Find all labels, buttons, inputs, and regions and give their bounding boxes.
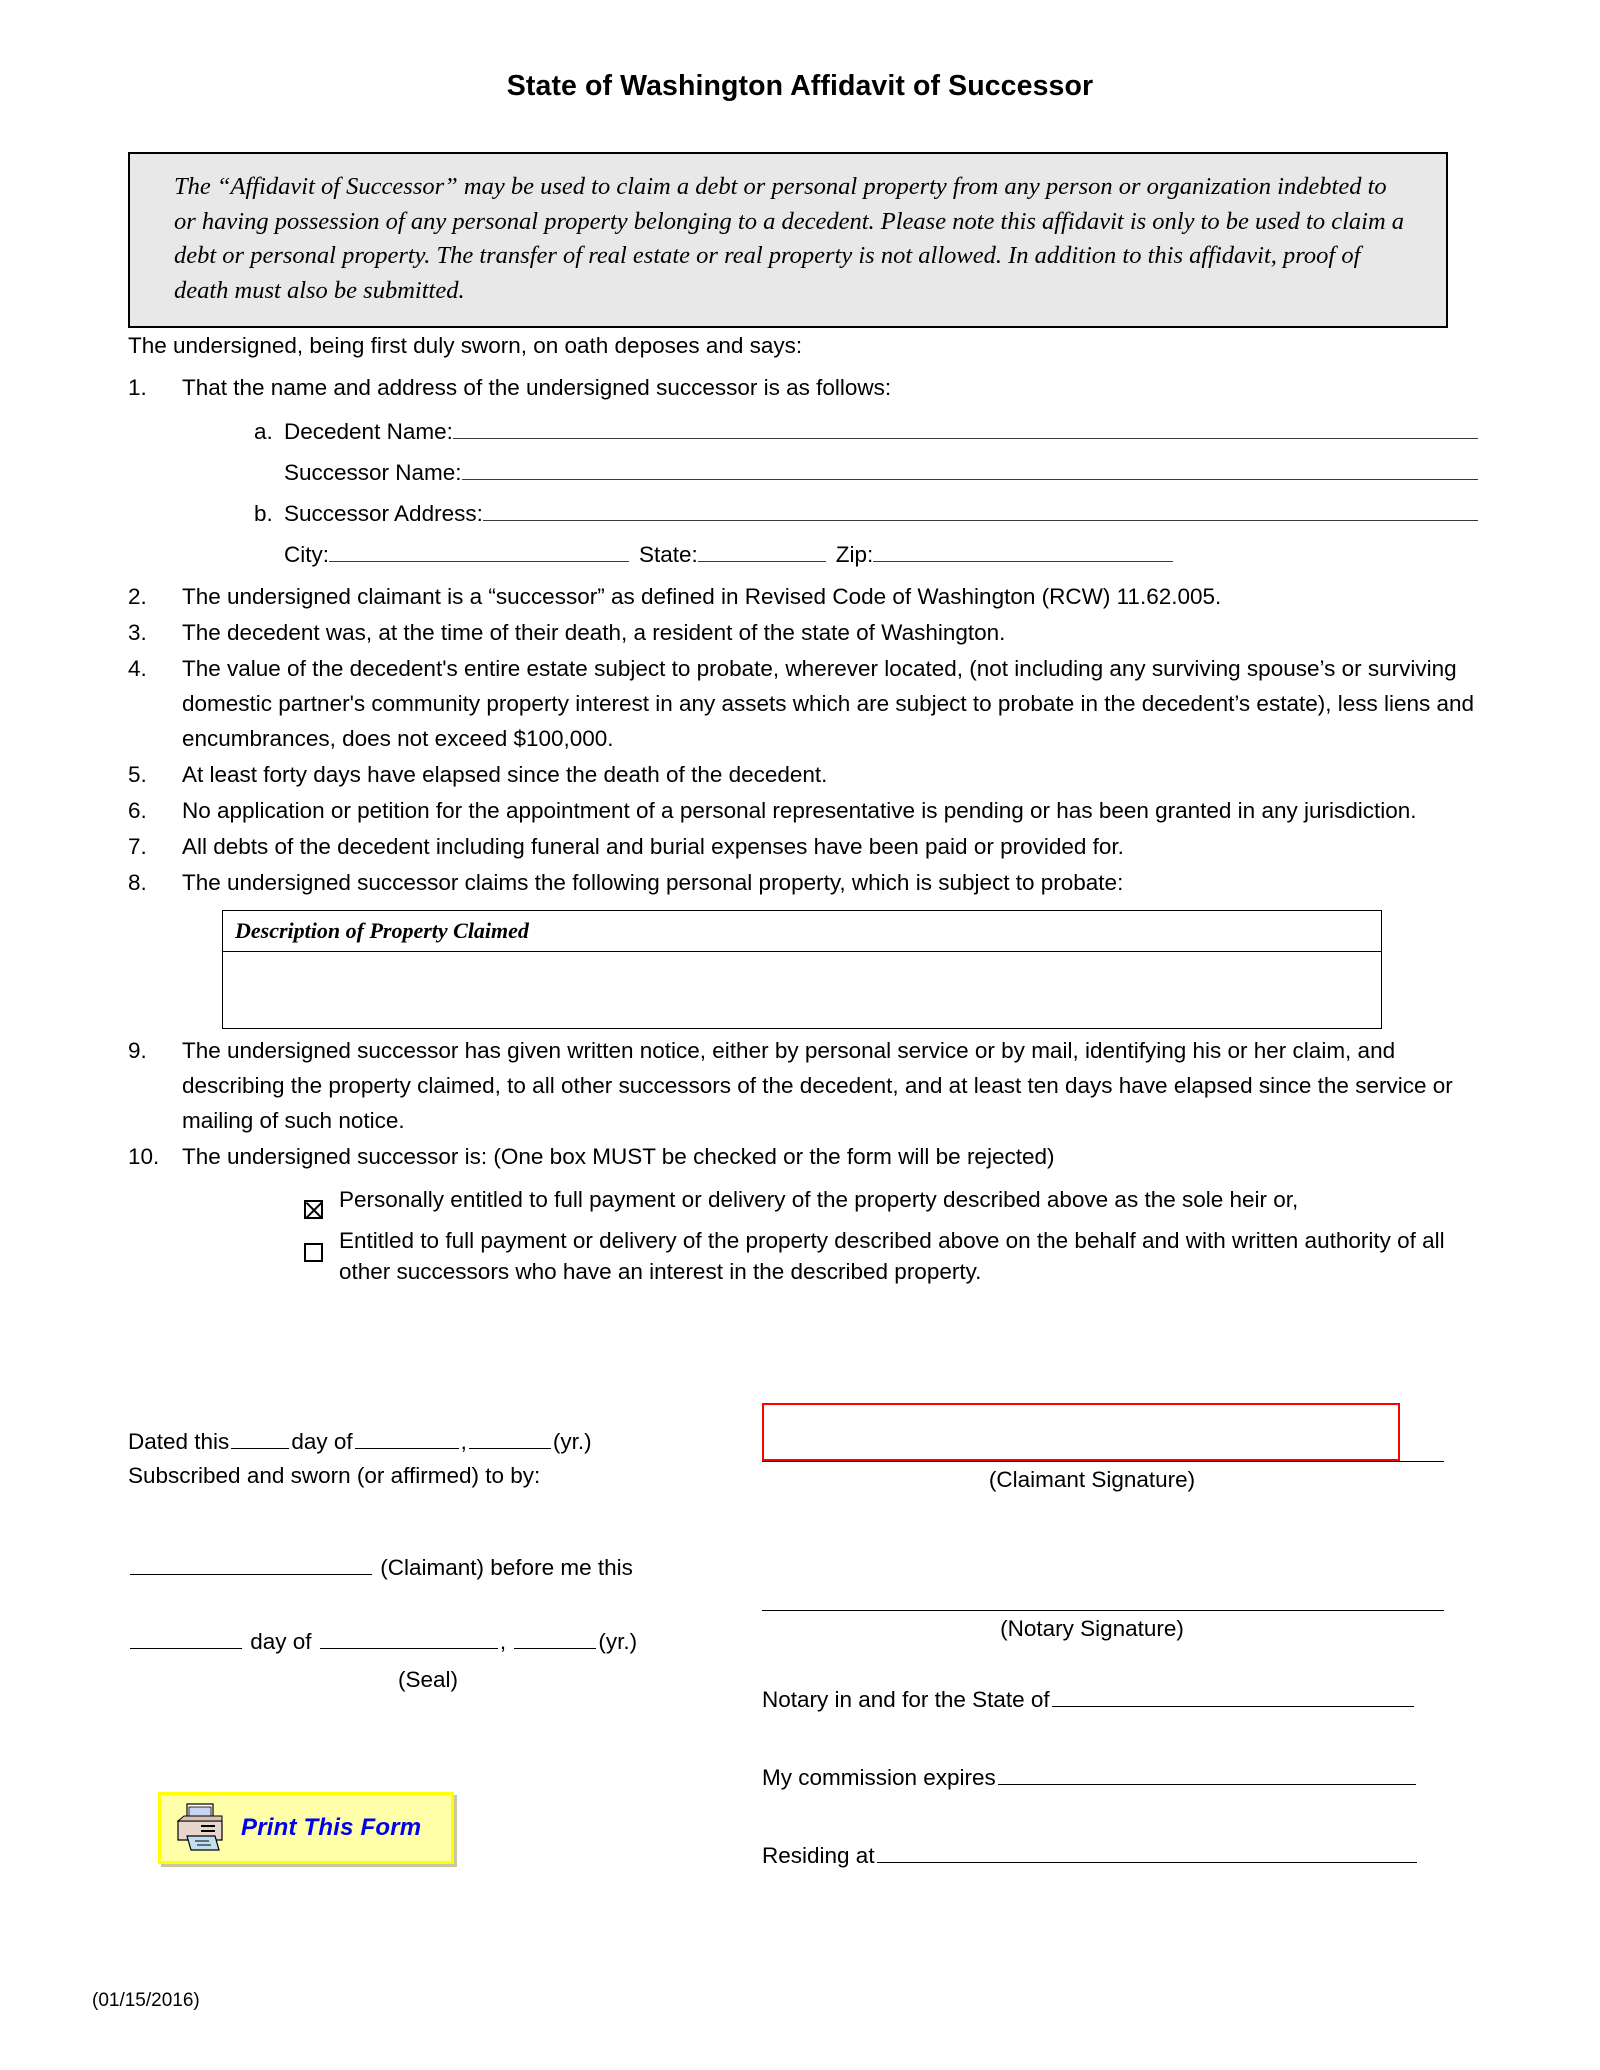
sub-letter-b: b. [254, 501, 273, 526]
notary-dayof-label: day of [250, 1629, 312, 1654]
residing-at-line [762, 1843, 1419, 1869]
property-description-input[interactable] [223, 952, 1382, 1029]
successor-name-input[interactable] [462, 458, 1478, 480]
notary-state-line [762, 1687, 1416, 1713]
checkbox-authorized[interactable] [304, 1243, 323, 1262]
notary-state-label: Notary in and for the State of [762, 1687, 1050, 1712]
notary-signature-caption: (Notary Signature) [1000, 1616, 1184, 1641]
page-title: State of Washington Affidavit of Successor [506, 70, 1094, 102]
decedent-name-input[interactable] [453, 417, 1478, 439]
list-item-7 [128, 829, 1478, 864]
notary-day-input[interactable] [130, 1633, 242, 1649]
notary-month-input[interactable] [320, 1633, 498, 1649]
city-label: City: [284, 542, 329, 567]
item-text: The decedent was, at the time of their death, a resident of the state of Washington. [182, 620, 1006, 645]
notary-yr-label: (yr.) [598, 1629, 638, 1654]
claimant-signature-rule [762, 1461, 1444, 1462]
state-input[interactable] [698, 540, 826, 562]
successor-name-label: Successor Name: [284, 460, 462, 485]
successor-address-label: Successor Address: [284, 501, 483, 526]
dated-dayof-label: day of [291, 1429, 353, 1454]
signature-left-column [128, 1425, 728, 1697]
successor-address-row [254, 493, 1478, 534]
commission-expires-line [762, 1765, 1418, 1791]
dated-year-input[interactable] [469, 1433, 551, 1449]
numbered-list [128, 370, 1478, 1287]
city-state-zip-row [254, 534, 1478, 575]
list-item-2 [128, 579, 1478, 614]
item-text: The undersigned claimant is a “successor” as defined in Revised Code of Washington (RCW) 11.62.005. [182, 584, 1222, 609]
list-item-5 [128, 757, 1478, 792]
print-button-label: Print This Form [241, 1814, 422, 1841]
successor-fields [128, 411, 1478, 575]
zip-input[interactable] [873, 540, 1173, 562]
successor-address-input[interactable] [483, 499, 1478, 521]
list-item-1 [128, 370, 1478, 405]
dated-yr-label: (yr.) [552, 1429, 592, 1454]
table-header-row [223, 911, 1382, 952]
property-table-header: Description of Property Claimed [223, 911, 1382, 952]
option-row-sole-heir[interactable] [304, 1184, 1478, 1219]
claimant-name-input[interactable] [130, 1559, 372, 1575]
claimant-signature-caption: (Claimant Signature) [988, 1467, 1196, 1492]
list-item-8 [128, 865, 1478, 900]
notary-comma: , [499, 1629, 507, 1654]
item-number: 3. [128, 620, 147, 645]
item-number: 8. [128, 870, 147, 895]
claimant-signature-field[interactable] [762, 1403, 1400, 1461]
item-text: The undersigned successor is: (One box MUST be checked or the form will be rejected) [182, 1144, 1055, 1169]
option-label-authorized: Entitled to full payment or delivery of the property described above on the behalf and with written authority of all other successors who have an interest in the described property. [339, 1228, 1445, 1284]
item-number: 10. [128, 1144, 160, 1169]
dated-prefix-label: Dated this [128, 1429, 230, 1454]
signature-section [0, 1425, 1600, 1985]
successor-name-row [254, 452, 1478, 493]
checkbox-sole-heir[interactable] [304, 1200, 323, 1219]
state-label: State: [639, 542, 698, 567]
item-number: 6. [128, 798, 147, 823]
list-item-9 [128, 1033, 1478, 1138]
residing-label: Residing at [762, 1843, 875, 1868]
notary-signature-rule[interactable] [762, 1610, 1444, 1611]
item-text: At least forty days have elapsed since the death of the decedent. [182, 762, 828, 787]
claimant-before-me-line [128, 1551, 728, 1585]
list-item-10 [128, 1139, 1478, 1174]
seal-label: (Seal) [398, 1667, 459, 1692]
item-number: 5. [128, 762, 147, 787]
sub-letter-a: a. [254, 419, 273, 444]
item-text: The undersigned successor claims the following personal property, which is subject to probate: [182, 870, 1124, 895]
footer-revision-date: (01/15/2016) [92, 1990, 200, 2011]
notary-year-input[interactable] [514, 1633, 596, 1649]
decedent-name-label: Decedent Name: [284, 419, 453, 444]
lead-text: The undersigned, being first duly sworn, on oath deposes and says: [128, 333, 803, 358]
item-number: 1. [128, 375, 147, 400]
item-number: 9. [128, 1038, 147, 1063]
notary-state-input[interactable] [1052, 1691, 1414, 1707]
item-text: All debts of the decedent including funeral and burial expenses have been paid or provided for. [182, 834, 1124, 859]
notice-box [128, 152, 1448, 328]
residing-input[interactable] [877, 1847, 1417, 1863]
property-table [222, 910, 1382, 1029]
commission-label: My commission expires [762, 1765, 996, 1790]
item-text: No application or petition for the appointment of a personal representative is pending or has been granted in any jurisdiction. [182, 798, 1417, 823]
item-text: The undersigned successor has given written notice, either by personal service or by mail, identifying his or her claim, and describing the property claimed, to all other successors of the decedent, and at least ten days have elapsed since the service or mailing of such notice. [182, 1038, 1453, 1133]
printer-icon [173, 1802, 229, 1854]
option-row-authorized[interactable] [304, 1225, 1478, 1287]
dated-day-input[interactable] [231, 1433, 289, 1449]
successor-options [304, 1184, 1478, 1287]
sworn-line: Subscribed and sworn (or affirmed) to by: [128, 1463, 541, 1488]
document-body [128, 330, 1478, 1293]
commission-input[interactable] [998, 1769, 1416, 1785]
item-number: 2. [128, 584, 147, 609]
list-item-6 [128, 793, 1478, 828]
city-input[interactable] [329, 540, 629, 562]
dated-line [128, 1425, 728, 1459]
item-text: That the name and address of the undersigned successor is as follows: [182, 375, 892, 400]
dated-comma: , [460, 1429, 467, 1454]
list-item-4 [128, 651, 1478, 756]
dated-month-input[interactable] [355, 1433, 459, 1449]
list-item-3 [128, 615, 1478, 650]
print-this-form-button[interactable] [158, 1792, 454, 1864]
zip-label: Zip: [835, 542, 874, 567]
notary-dayof-line [128, 1625, 728, 1659]
decedent-name-row [254, 411, 1478, 452]
item-number: 7. [128, 834, 147, 859]
item-number: 4. [128, 656, 147, 681]
option-label-sole-heir: Personally entitled to full payment or delivery of the property described above as the sole heir or, [339, 1187, 1299, 1212]
table-row [223, 952, 1382, 1029]
claimant-suffix-label: (Claimant) before me this [380, 1555, 633, 1580]
item-text: The value of the decedent's entire estate subject to probate, wherever located, (not including any surviving spouse’s or surviving domestic partner's community property interest in any assets which are subject to probate in the decedent’s estate), less liens and encumbrances, does not exceed $100,000. [182, 656, 1475, 751]
notice-text: The “Affidavit of Successor” may be used to claim a debt or personal property from any person or organization indebted to or having possession of any personal property belonging to a decedent. Please note this affidavit is only to be used to claim a debt or personal property. The transfer of real estate or real property is not allowed. In addition to this affidavit, proof of death must also be submitted. [174, 173, 1405, 304]
